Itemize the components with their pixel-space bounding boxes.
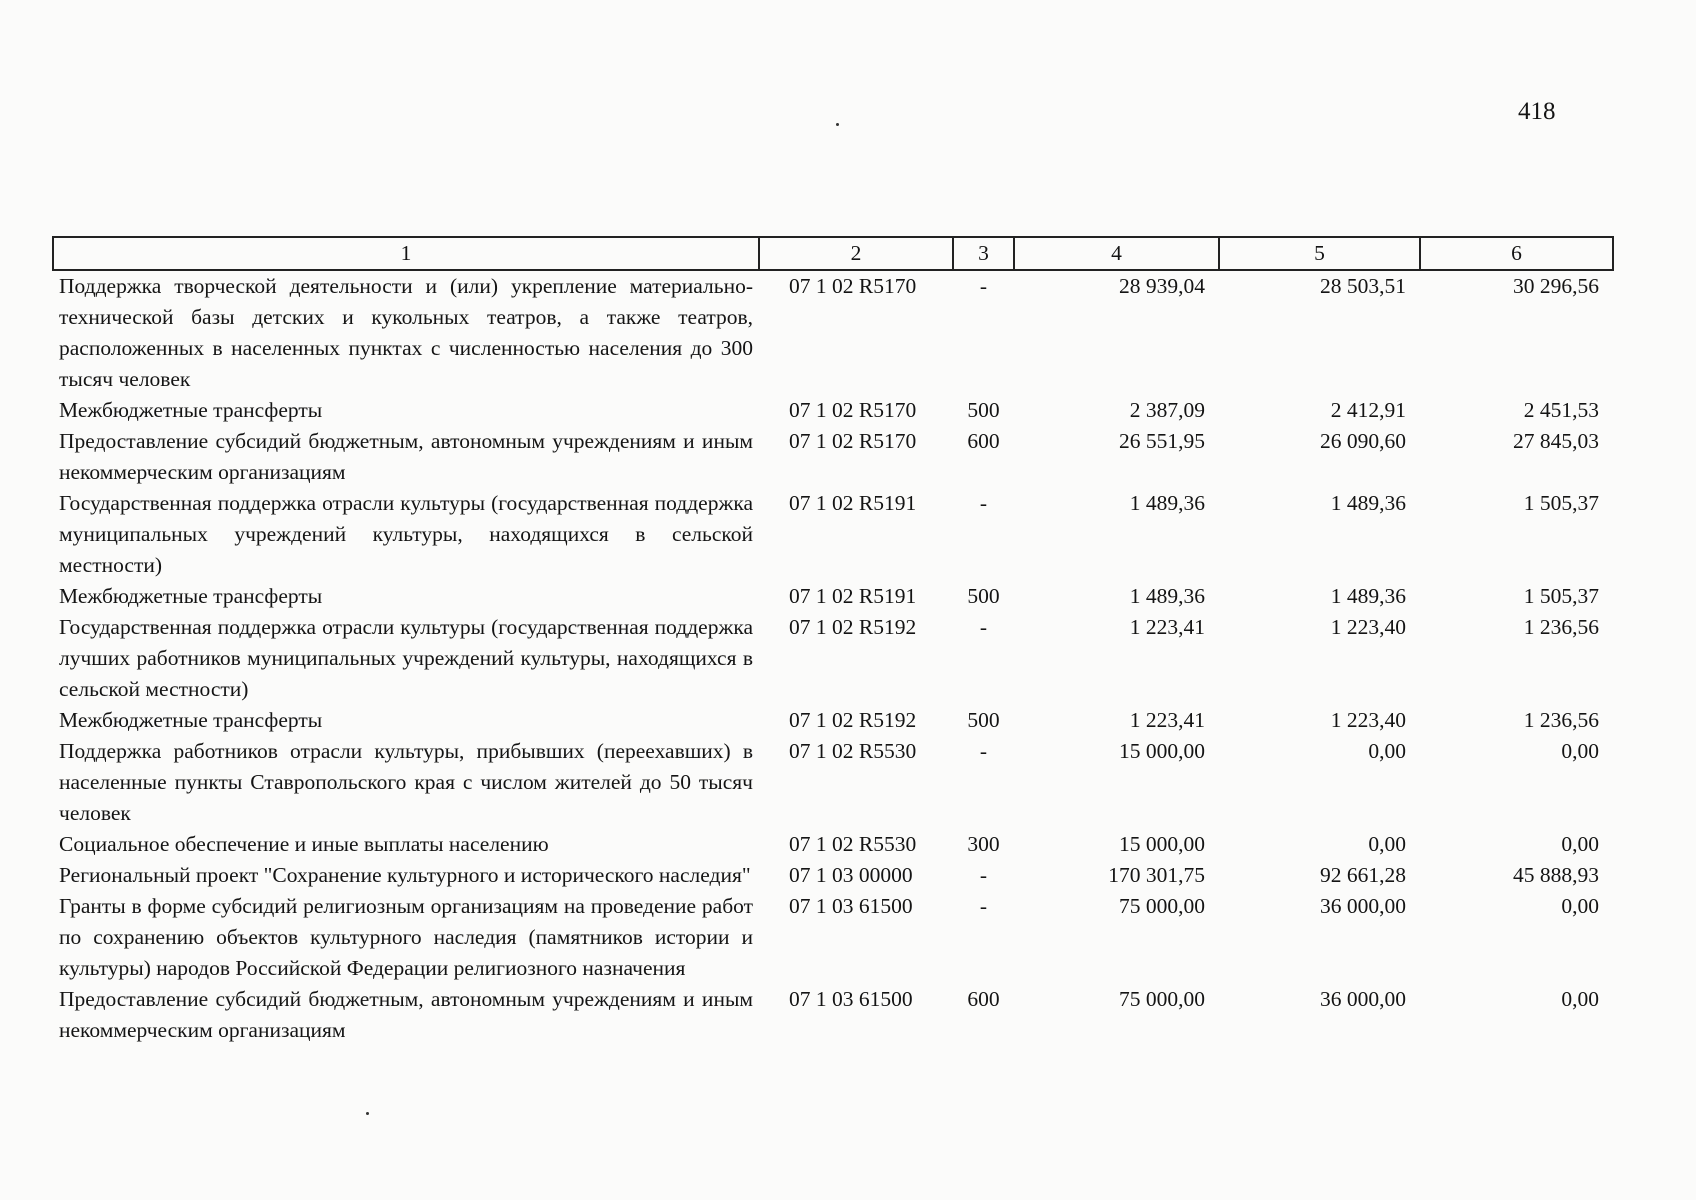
item-name: Социальное обеспечение и иные выплаты населению — [59, 832, 549, 856]
table-row — [53, 395, 1613, 426]
scan-speck — [366, 1112, 369, 1115]
item-name: Межбюджетные трансферты — [59, 398, 323, 422]
classification-code: 07 1 03 00000 — [789, 863, 913, 887]
table-row — [53, 488, 1613, 581]
column-header: 3 — [953, 237, 1014, 270]
amount-col-4: 1 489,36 — [1129, 491, 1205, 515]
table-header-row — [53, 237, 1613, 270]
amount-col-6: 0,00 — [1561, 894, 1599, 918]
amount-col-5: 2 412,91 — [1330, 398, 1406, 422]
expense-type-code: - — [979, 863, 988, 887]
item-name: Поддержка работников отрасли культуры, прибывших (переехавших) в населенные пункты Ставропольского края с числом жителей до 50 тысяч человек — [59, 739, 753, 825]
amount-col-6: 0,00 — [1561, 739, 1599, 763]
item-name: Предоставление субсидий бюджетным, автономным учреждениям и иным некоммерческим организациям — [59, 987, 753, 1042]
amount-col-5: 92 661,28 — [1320, 863, 1406, 887]
classification-code: 07 1 02 R5170 — [789, 398, 917, 422]
amount-col-4: 1 489,36 — [1129, 584, 1205, 608]
amount-col-6: 0,00 — [1561, 987, 1599, 1011]
amount-col-4: 26 551,95 — [1119, 429, 1205, 453]
amount-col-5: 1 223,40 — [1330, 615, 1406, 639]
item-name: Предоставление субсидий бюджетным, автономным учреждениям и иным некоммерческим организациям — [59, 429, 753, 484]
amount-col-4: 75 000,00 — [1119, 987, 1205, 1011]
classification-code: 07 1 02 R5170 — [789, 429, 917, 453]
amount-col-4: 15 000,00 — [1119, 832, 1205, 856]
classification-code: 07 1 02 R5530 — [789, 832, 917, 856]
expense-type-code: - — [979, 615, 988, 639]
table-row — [53, 860, 1613, 891]
column-header: 4 — [1014, 237, 1219, 270]
expense-type-code: 600 — [967, 429, 1000, 453]
amount-col-6: 1 236,56 — [1523, 708, 1599, 732]
amount-col-4: 15 000,00 — [1119, 739, 1205, 763]
classification-code: 07 1 02 R5192 — [789, 708, 917, 732]
amount-col-6: 30 296,56 — [1513, 274, 1599, 298]
table-row — [53, 581, 1613, 612]
table-row — [53, 891, 1613, 984]
scan-speck — [836, 123, 839, 126]
amount-col-5: 26 090,60 — [1320, 429, 1406, 453]
amount-col-5: 28 503,51 — [1320, 274, 1406, 298]
expense-type-code: 500 — [967, 708, 1000, 732]
item-name: Поддержка творческой деятельности и (или) укрепление материально-технической базы детских и кукольных театров, а также театров, расположенных в населенных пунктах с численностью населения до 300 тысяч человек — [59, 274, 753, 391]
classification-code: 07 1 02 R5191 — [789, 491, 917, 515]
amount-col-6: 0,00 — [1561, 832, 1599, 856]
amount-col-5: 1 223,40 — [1330, 708, 1406, 732]
column-header: 6 — [1420, 237, 1613, 270]
amount-col-4: 28 939,04 — [1119, 274, 1205, 298]
item-name: Государственная поддержка отрасли культуры (государственная поддержка лучших работников муниципальных учреждений культуры, находящихся в сельской местности) — [59, 615, 753, 701]
item-name: Государственная поддержка отрасли культуры (государственная поддержка муниципальных учреждений культуры, находящихся в сельской местности) — [59, 491, 753, 577]
column-header: 5 — [1219, 237, 1420, 270]
item-name: Региональный проект "Сохранение культурного и исторического наследия" — [59, 863, 751, 887]
page-number: 418 — [1518, 98, 1556, 125]
amount-col-5: 0,00 — [1368, 739, 1406, 763]
amount-col-5: 0,00 — [1368, 832, 1406, 856]
amount-col-6: 2 451,53 — [1523, 398, 1599, 422]
budget-table — [52, 236, 1614, 1046]
classification-code: 07 1 03 61500 — [789, 894, 913, 918]
amount-col-4: 2 387,09 — [1129, 398, 1205, 422]
amount-col-6: 1 236,56 — [1523, 615, 1599, 639]
table-row — [53, 829, 1613, 860]
classification-code: 07 1 02 R5191 — [789, 584, 917, 608]
expense-type-code: - — [979, 274, 988, 298]
item-name: Гранты в форме субсидий религиозным организациям на проведение работ по сохранению объектов культурного наследия (памятников истории и культуры) народов Российской Федерации религиозного назначения — [59, 894, 753, 980]
amount-col-6: 1 505,37 — [1523, 584, 1599, 608]
amount-col-5: 1 489,36 — [1330, 491, 1406, 515]
expense-type-code: 500 — [967, 398, 1000, 422]
amount-col-4: 75 000,00 — [1119, 894, 1205, 918]
item-name: Межбюджетные трансферты — [59, 708, 323, 732]
item-name: Межбюджетные трансферты — [59, 584, 323, 608]
amount-col-5: 36 000,00 — [1320, 894, 1406, 918]
amount-col-4: 170 301,75 — [1108, 863, 1205, 887]
amount-col-4: 1 223,41 — [1129, 708, 1205, 732]
table-row — [53, 270, 1613, 395]
classification-code: 07 1 03 61500 — [789, 987, 913, 1011]
amount-col-6: 1 505,37 — [1523, 491, 1599, 515]
amount-col-4: 1 223,41 — [1129, 615, 1205, 639]
classification-code: 07 1 02 R5530 — [789, 739, 917, 763]
expense-type-code: - — [979, 491, 988, 515]
amount-col-6: 45 888,93 — [1513, 863, 1599, 887]
expense-type-code: - — [979, 894, 988, 918]
table-row — [53, 426, 1613, 488]
classification-code: 07 1 02 R5192 — [789, 615, 917, 639]
amount-col-5: 1 489,36 — [1330, 584, 1406, 608]
column-header: 2 — [759, 237, 953, 270]
table-row — [53, 736, 1613, 829]
table-row — [53, 612, 1613, 705]
expense-type-code: 600 — [967, 987, 1000, 1011]
table-row — [53, 984, 1613, 1046]
column-header: 1 — [53, 237, 759, 270]
expense-type-code: 300 — [967, 832, 1000, 856]
table-row — [53, 705, 1613, 736]
amount-col-6: 27 845,03 — [1513, 429, 1599, 453]
expense-type-code: 500 — [967, 584, 1000, 608]
expense-type-code: - — [979, 739, 988, 763]
amount-col-5: 36 000,00 — [1320, 987, 1406, 1011]
classification-code: 07 1 02 R5170 — [789, 274, 917, 298]
